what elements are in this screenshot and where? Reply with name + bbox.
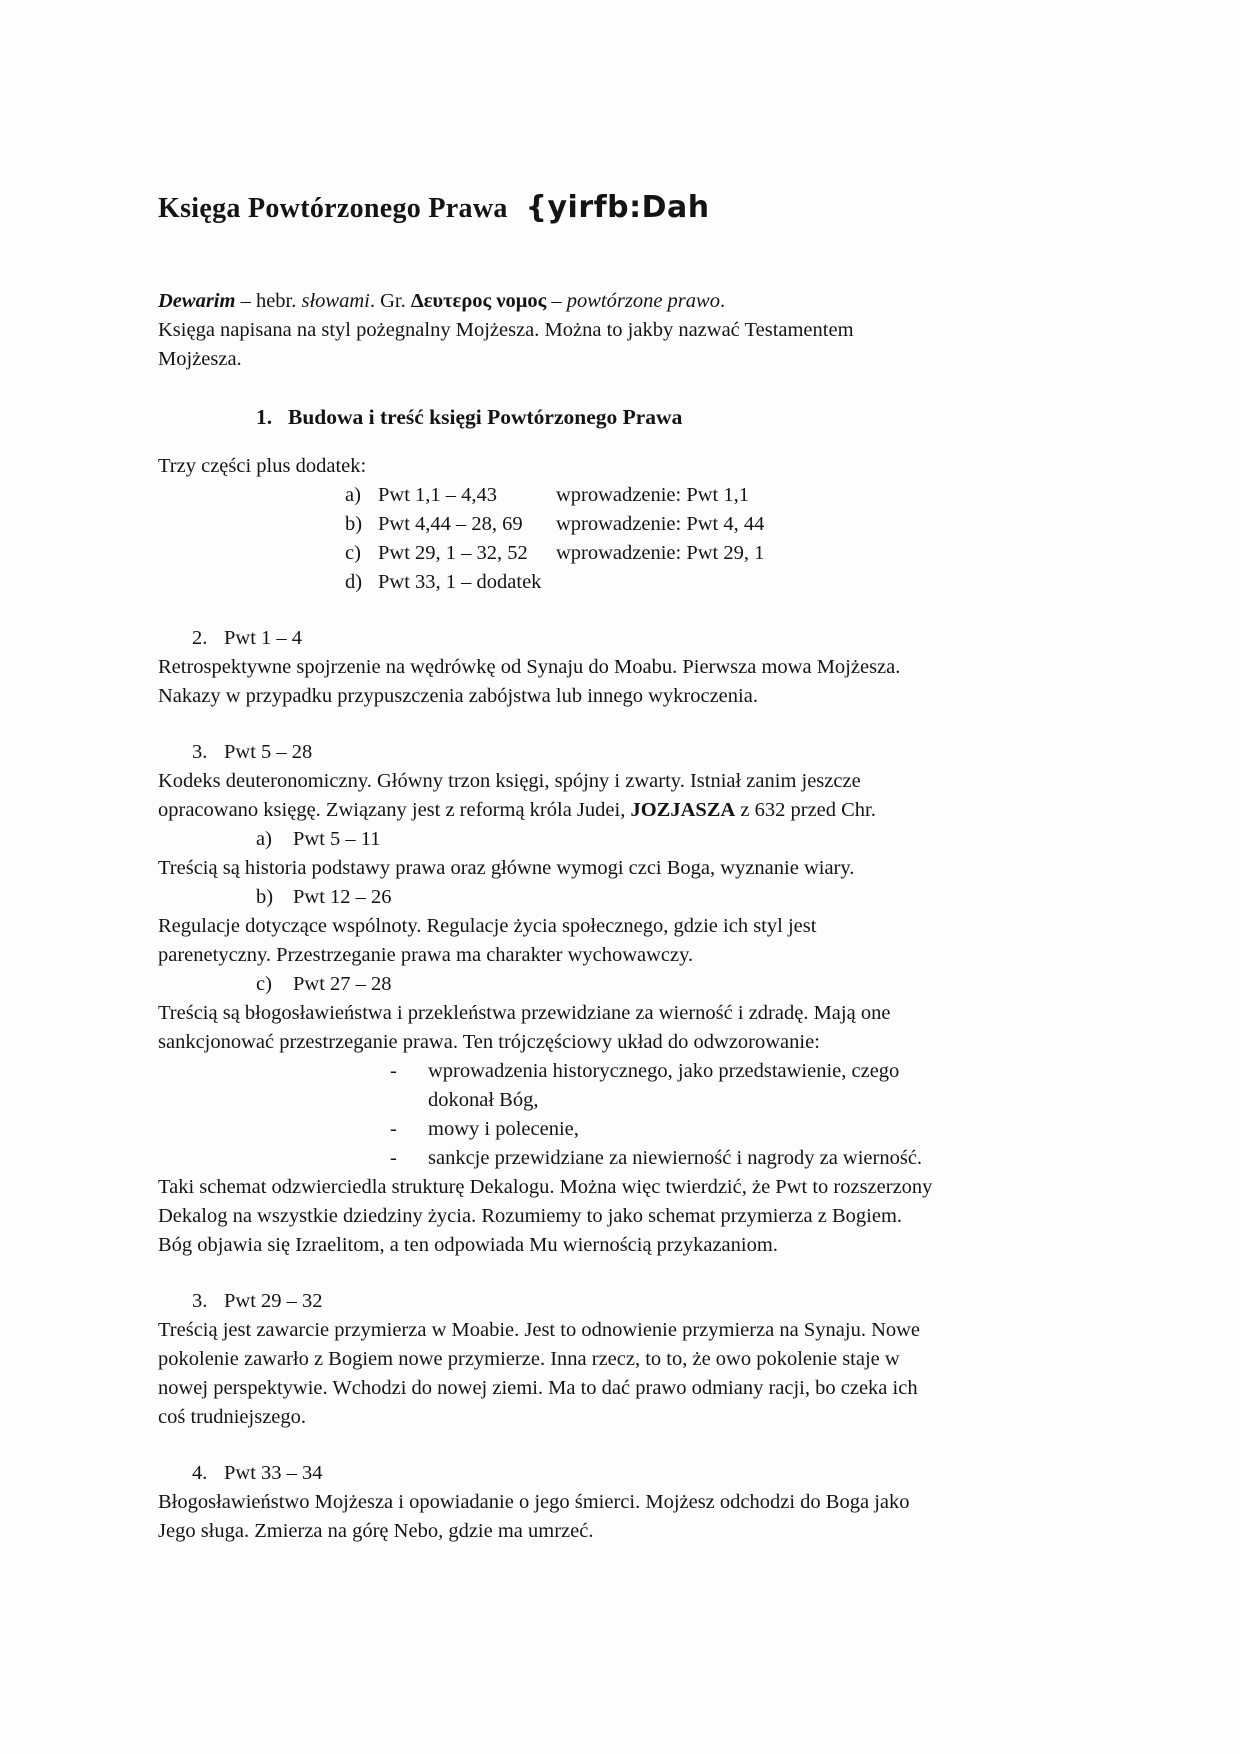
title-main: Księga Powtórzonego Prawa bbox=[158, 193, 508, 224]
dash-item-text bbox=[428, 1115, 1120, 1144]
part-note bbox=[556, 568, 1120, 597]
subsection-marker: a) bbox=[256, 828, 272, 850]
section-body-pwt-29-32 bbox=[158, 1316, 1120, 1432]
text-line: dokonał Bóg, bbox=[428, 1089, 539, 1111]
subsection-marker: c) bbox=[256, 973, 272, 995]
text-segment: opracowano księgę. Związany jest z reformą króla Judei, bbox=[158, 799, 631, 821]
section-heading-pwt-29-32 bbox=[192, 1287, 1120, 1316]
heading-number: 1. bbox=[256, 405, 273, 429]
text-segment: . Gr. bbox=[369, 290, 411, 312]
text-line: Dekalog na wszystkie dziedziny życia. Rozumiemy to jako schemat przymierza z Bogiem. bbox=[158, 1205, 903, 1227]
text-line: Bóg objawia się Izraelitom, a ten odpowiada Mu wiernością przykazaniom. bbox=[158, 1234, 778, 1256]
section-body-pwt-1-4 bbox=[158, 653, 1120, 711]
subsection-title: Pwt 12 – 26 bbox=[293, 886, 392, 908]
text-line: Błogosławieństwo Mojżesza i opowiadanie o jego śmierci. Mojżesz odchodzi do Boga jako bbox=[158, 1491, 910, 1513]
list-marker: d) bbox=[345, 571, 363, 593]
subsection-heading-pwt-12-26 bbox=[256, 883, 1120, 912]
list-item bbox=[345, 481, 1120, 510]
text-segment: z 632 przed Chr. bbox=[735, 799, 876, 821]
section-number: 3. bbox=[192, 741, 208, 763]
section-number: 4. bbox=[192, 1462, 208, 1484]
text-segment: JOZJASZA bbox=[630, 799, 736, 821]
parts-list bbox=[345, 481, 1120, 597]
section-number: 2. bbox=[192, 627, 208, 649]
subsection-body-pwt-12-26 bbox=[158, 912, 1120, 970]
text-line: Regulacje dotyczące wspólnoty. Regulacje życia społecznego, gdzie ich styl jest bbox=[158, 915, 817, 937]
section-heading-pwt-1-4 bbox=[192, 624, 1120, 653]
text-segment: . bbox=[719, 290, 726, 312]
section-title: Pwt 1 – 4 bbox=[224, 627, 303, 649]
text-segment: – hebr. bbox=[235, 290, 302, 312]
list-item bbox=[345, 539, 1120, 568]
text-line bbox=[158, 796, 1120, 825]
part-range: Pwt 4,44 – 28, 69 bbox=[378, 513, 523, 535]
text-line: Kodeks deuteronomiczny. Główny trzon księgi, spójny i zwarty. Istniał zanim jeszcze bbox=[158, 770, 861, 792]
part-note: wprowadzenie: Pwt 29, 1 bbox=[556, 542, 765, 564]
text-segment: Dewarim bbox=[158, 290, 236, 312]
text-line: parenetyczny. Przestrzeganie prawa ma charakter wychowawczy. bbox=[158, 944, 694, 966]
text-line: pokolenie zawarło z Bogiem nowe przymierze. Inna rzecz, to to, że owo pokolenie staje w bbox=[158, 1348, 900, 1370]
section-title: Pwt 33 – 34 bbox=[224, 1462, 323, 1484]
part-range: Pwt 33, 1 – dodatek bbox=[378, 571, 542, 593]
section-closing-pwt-5-28 bbox=[158, 1173, 1120, 1260]
text-line: Treścią są błogosławieństwa i przekleństwa przewidziane za wierność i zdradę. Mają one bbox=[158, 1002, 891, 1024]
part-note: wprowadzenie: Pwt 4, 44 bbox=[556, 513, 765, 535]
text-line: Treścią są historia podstawy prawa oraz główne wymogi czci Boga, wyznanie wiary. bbox=[158, 857, 855, 879]
text-segment: powtórzone prawo bbox=[566, 290, 720, 312]
section-heading-pwt-5-28 bbox=[192, 738, 1120, 767]
intro-etymology-line bbox=[158, 287, 1120, 316]
text-line: sankcje przewidziane za niewierność i nagrody za wierność. bbox=[428, 1147, 923, 1169]
list-item bbox=[390, 1115, 1120, 1144]
dash-item-text bbox=[428, 1144, 1120, 1173]
heading-text: Budowa i treść księgi Powtórzonego Prawa bbox=[288, 405, 683, 429]
text-line: Nakazy w przypadku przypuszczenia zabójstwa lub innego wykroczenia. bbox=[158, 685, 758, 707]
parts-lead: Trzy części plus dodatek: bbox=[158, 455, 367, 477]
section-body-pwt-33-34 bbox=[158, 1488, 1120, 1546]
part-note: wprowadzenie: Pwt 1,1 bbox=[556, 484, 749, 506]
subsection-title: Pwt 5 – 11 bbox=[293, 828, 381, 850]
section-heading-pwt-33-34 bbox=[192, 1459, 1120, 1488]
text-segment: Δευτερος νομος bbox=[410, 290, 547, 312]
list-item bbox=[390, 1144, 1120, 1173]
subsection-marker: b) bbox=[256, 886, 274, 908]
list-marker: b) bbox=[345, 513, 363, 535]
text-line: wprowadzenia historycznego, jako przedstawienie, czego bbox=[428, 1060, 900, 1082]
dash-list bbox=[390, 1057, 1120, 1173]
part-range: Pwt 1,1 – 4,43 bbox=[378, 484, 498, 506]
text-line: Retrospektywne spojrzenie na wędrówkę od Synaju do Moabu. Pierwsza mowa Mojżesza. bbox=[158, 656, 901, 678]
text-line: Mojżesza. bbox=[158, 348, 242, 370]
text-line: Taki schemat odzwierciedla strukturę Dekalogu. Można więc twierdzić, że Pwt to rozszerzony bbox=[158, 1176, 933, 1198]
section-title: Pwt 5 – 28 bbox=[224, 741, 313, 763]
text-line: coś trudniejszego. bbox=[158, 1406, 307, 1428]
list-marker: c) bbox=[345, 542, 361, 564]
list-marker: a) bbox=[345, 484, 361, 506]
subsection-heading-pwt-27-28 bbox=[256, 970, 1120, 999]
title-hebrew-transliteration: {yirfb:Dah bbox=[525, 190, 710, 225]
part-range: Pwt 29, 1 – 32, 52 bbox=[378, 542, 528, 564]
text-line: mowy i polecenie, bbox=[428, 1118, 579, 1140]
intro-paragraph bbox=[158, 287, 1120, 374]
list-item bbox=[345, 510, 1120, 539]
dash-bullet: - bbox=[390, 1118, 397, 1140]
dash-item-text bbox=[428, 1057, 1120, 1115]
text-line: sankcjonować przestrzeganie prawa. Ten trójczęściowy układ do odwzorowanie: bbox=[158, 1031, 820, 1053]
dash-bullet: - bbox=[390, 1147, 397, 1169]
subsection-body-pwt-27-28 bbox=[158, 999, 1120, 1057]
list-item bbox=[390, 1057, 1120, 1115]
text-segment: słowami bbox=[301, 290, 370, 312]
subsection-body-pwt-5-11 bbox=[158, 854, 1120, 883]
subsection-title: Pwt 27 – 28 bbox=[293, 973, 392, 995]
section-heading-structure bbox=[256, 402, 1120, 432]
text-line: nowej perspektywie. Wchodzi do nowej ziemi. Ma to dać prawo odmiany racji, bo czeka ich bbox=[158, 1377, 918, 1399]
text-line: Jego sługa. Zmierza na górę Nebo, gdzie ma umrzeć. bbox=[158, 1520, 594, 1542]
text-line: Treścią jest zawarcie przymierza w Moabie. Jest to odnowienie przymierza na Synaju. Nowe bbox=[158, 1319, 921, 1341]
text-line: Księga napisana na styl pożegnalny Mojżesza. Można to jakby nazwać Testamentem bbox=[158, 319, 854, 341]
text-segment: – bbox=[546, 290, 567, 312]
subsection-heading-pwt-5-11 bbox=[256, 825, 1120, 854]
list-item bbox=[345, 568, 1120, 597]
section-title: Pwt 29 – 32 bbox=[224, 1290, 323, 1312]
section-number: 3. bbox=[192, 1290, 208, 1312]
section-body-pwt-5-28 bbox=[158, 767, 1120, 825]
page-title bbox=[158, 188, 1120, 231]
dash-bullet: - bbox=[390, 1060, 397, 1082]
intro-description bbox=[158, 316, 1120, 374]
